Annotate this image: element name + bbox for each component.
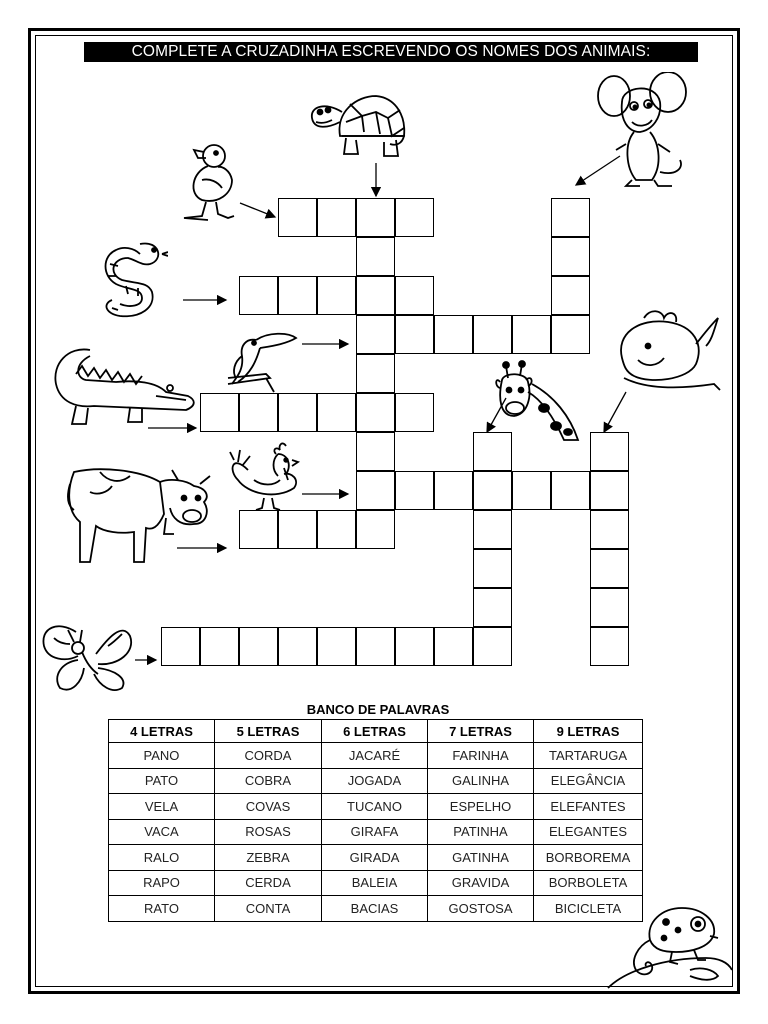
word-cell: PATO: [109, 768, 215, 794]
word-cell: GIRAFA: [322, 819, 428, 845]
word-cell: CONTA: [215, 896, 322, 922]
word-bank-table: [108, 719, 643, 922]
table-row: [109, 870, 643, 896]
table-row: [109, 896, 643, 922]
word-cell: GOSTOSA: [428, 896, 534, 922]
word-cell: GIRADA: [322, 845, 428, 871]
word-cell: FARINHA: [428, 743, 534, 769]
word-cell: BORBOLETA: [534, 870, 643, 896]
arrow-duck: [240, 203, 275, 217]
table-row: [109, 794, 643, 820]
word-cell: GRAVIDA: [428, 870, 534, 896]
word-cell: JOGADA: [322, 768, 428, 794]
word-cell: TARTARUGA: [534, 743, 643, 769]
table-row: [109, 743, 643, 769]
column-header: 5 LETRAS: [215, 720, 322, 743]
mouse-icon: [596, 72, 688, 192]
word-cell: RALO: [109, 845, 215, 871]
table-row: [109, 819, 643, 845]
turtle-icon: [306, 92, 410, 160]
word-cell: RAPO: [109, 870, 215, 896]
word-cell: VELA: [109, 794, 215, 820]
word-cell: CORDA: [215, 743, 322, 769]
word-bank-header-row: [109, 720, 643, 743]
word-cell: GATINHA: [428, 845, 534, 871]
word-cell: ELEGANTES: [534, 819, 643, 845]
word-cell: PANO: [109, 743, 215, 769]
word-cell: RATO: [109, 896, 215, 922]
page-title: COMPLETE A CRUZADINHA ESCREVENDO OS NOMES DOS ANIMAIS:: [84, 42, 698, 62]
snake-icon: [98, 236, 168, 324]
word-cell: PATINHA: [428, 819, 534, 845]
word-cell: ZEBRA: [215, 845, 322, 871]
toucan-icon: [226, 326, 298, 394]
word-cell: BACIAS: [322, 896, 428, 922]
word-cell: COBRA: [215, 768, 322, 794]
word-cell: ELEFANTES: [534, 794, 643, 820]
hen-icon: [228, 440, 304, 512]
word-cell: BORBOREMA: [534, 845, 643, 871]
duck-icon: [178, 136, 242, 226]
word-cell: JACARÉ: [322, 743, 428, 769]
arrow-whale: [604, 392, 626, 432]
word-cell: COVAS: [215, 794, 322, 820]
alligator-icon: [46, 344, 196, 430]
word-bank-heading: BANCO DE PALAVRAS: [306, 702, 450, 717]
word-cell: ROSAS: [215, 819, 322, 845]
column-header: 4 LETRAS: [109, 720, 215, 743]
table-row: [109, 845, 643, 871]
word-cell: BICICLETA: [534, 896, 643, 922]
butterfly-icon: [38, 616, 136, 694]
word-cell: GALINHA: [428, 768, 534, 794]
giraffe-icon: [492, 360, 580, 442]
word-cell: VACA: [109, 819, 215, 845]
word-cell: CERDA: [215, 870, 322, 896]
whale-icon: [614, 304, 722, 396]
word-cell: ELEGÂNCIA: [534, 768, 643, 794]
word-cell: TUCANO: [322, 794, 428, 820]
table-row: [109, 768, 643, 794]
cow-icon: [60, 462, 216, 572]
column-header: 7 LETRAS: [428, 720, 534, 743]
column-header: 6 LETRAS: [322, 720, 428, 743]
column-header: 9 LETRAS: [534, 720, 643, 743]
word-cell: BALEIA: [322, 870, 428, 896]
word-cell: ESPELHO: [428, 794, 534, 820]
